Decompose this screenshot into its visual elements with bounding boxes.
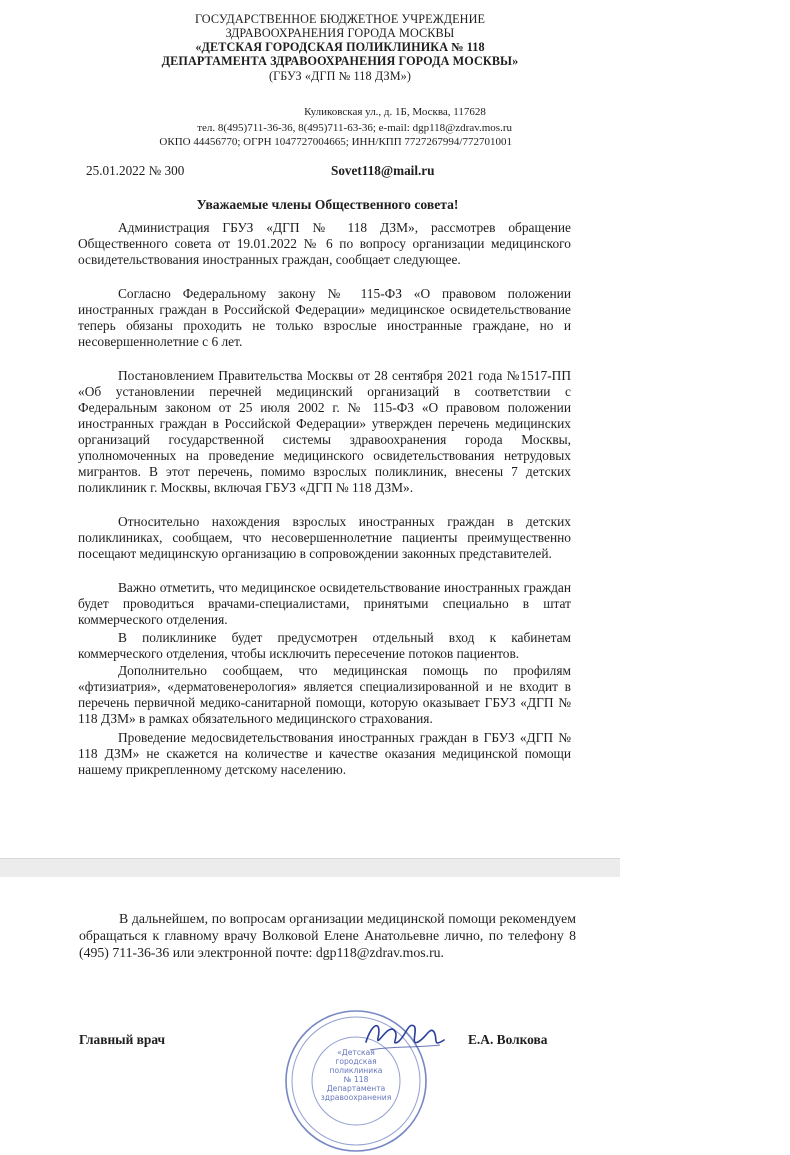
stamp-line-2: городская (335, 1057, 377, 1066)
stamp-line-5: Департамента (326, 1084, 386, 1093)
recipient-email: Sovet118@mail.ru (331, 163, 435, 178)
paragraph-3: Постановлением Правительства Москвы от 28 сентября 2021 года №1517-ПП «Об установлении перечней медицинский организаций в соответствии с Федеральным законом от 25 июля 2002 г. № 115-ФЗ «О правовом положении иностранных граждан в Российской Федерации» утвержден перечень медицинских организаций государственной системы здравоохранения города Москвы, уполномоченных на проведение медицинского освидетельствования нетрудовых мигрантов. В этот перечень, помимо взрослых поликлиник, внесены 7 детских поликлиник г. Москвы, включая ГБУЗ «ДГП № 118 ДЗМ». (78, 368, 571, 495)
paragraph-5: Важно отметить, что медицинское освидетельствование иностранных граждан будет проводиться врачами-специалистами, принятыми специально в штат коммерческого отделения. (78, 580, 571, 627)
page-break (0, 858, 620, 878)
contacts: тел. 8(495)711-36-36, 8(495)711-63-36; e-mail: dgp118@zdrav.mos.ru (197, 122, 512, 134)
paragraph-6: В поликлинике будет предусмотрен отдельный вход к кабинетам коммерческого отделения, чтобы исключить пересечение потоков пациентов. (78, 630, 571, 661)
paragraph-4: Относительно нахождения взрослых иностранных граждан в детских поликлиниках, сообщаем, что несовершеннолетние пациенты преимущественно посещают медицинскую организацию в сопровождении законных представителей. (78, 514, 571, 561)
org-line-3: «ДЕТСКАЯ ГОРОДСКАЯ ПОЛИКЛИНИКА № 118 (195, 40, 485, 54)
paragraph-1: Администрация ГБУЗ «ДГП № 118 ДЗМ», рассмотрев обращение Общественного совета от 19.01.2022 № 6 по вопросу организации медицинского освидетельствования иностранных граждан, сообщает следующее. (78, 220, 571, 267)
stamp-line-4: № 118 (343, 1075, 369, 1084)
org-line-2: ЗДРАВООХРАНЕНИЯ ГОРОДА МОСКВЫ (225, 26, 455, 40)
org-line-5: (ГБУЗ «ДГП № 118 ДЗМ») (268, 69, 412, 83)
salutation: Уважаемые члены Общественного совета! (196, 197, 459, 212)
paragraph-2: Согласно Федеральному закону № 115-ФЗ «О правовом положении иностранных граждан в Российской Федерации» медицинское освидетельствование теперь обязаны проходить не только взрослые иностранные граждане, но и несовершеннолетние с 6 лет. (78, 286, 571, 349)
closing-paragraph: В дальнейшем, по вопросам организации медицинской помощи рекомендуем обращаться к главному врачу Волковой Елене Анатольевне лично, по телефону 8 (495) 711-36-36 или электронной почте: dgp118@zdrav.mos.ru. (79, 911, 576, 960)
org-line-4: ДЕПАРТАМЕНТА ЗДРАВООХРАНЕНИЯ ГОРОДА МОСКВЫ» (161, 54, 519, 68)
date-number: 25.01.2022 № 300 (86, 163, 185, 178)
letter-page-2 (0, 877, 620, 1102)
paragraph-7: Дополнительно сообщаем, что медицинская помощь по профилям «фтизиатрия», «дерматовенерология» является специализированной и не входит в перечень первичной медико-санитарной помощи, которую оказывает ГБУЗ «ДГП № 118 ДЗМ» в рамках обязательного медицинского страхования. (78, 663, 571, 726)
paragraph-8: Проведение медосвидетельствования иностранных граждан в ГБУЗ «ДГП № 118 ДЗМ» не скажется на количестве и качестве оказания медицинской помощи нашему прикрепленному детскому населению. (78, 730, 571, 777)
org-line-1: ГОСУДАРСТВЕННОЕ БЮДЖЕТНОЕ УЧРЕЖДЕНИЕ (194, 12, 486, 26)
registration-codes: ОКПО 44456770; ОГРН 1047727004665; ИНН/КПП 7727267994/772701001 (159, 136, 512, 148)
stamp-line-3: поликлиника (329, 1066, 383, 1075)
stamp-line-1: «Детская (337, 1048, 375, 1057)
handwritten-signature (360, 1012, 450, 1062)
address: Куликовская ул., д. 1Б, Москва, 117628 (304, 106, 486, 118)
stamp-line-6: здравоохранения (320, 1093, 392, 1102)
signatory-name: Е.А. Волкова (468, 1032, 548, 1047)
signatory-title: Главный врач (79, 1032, 166, 1047)
